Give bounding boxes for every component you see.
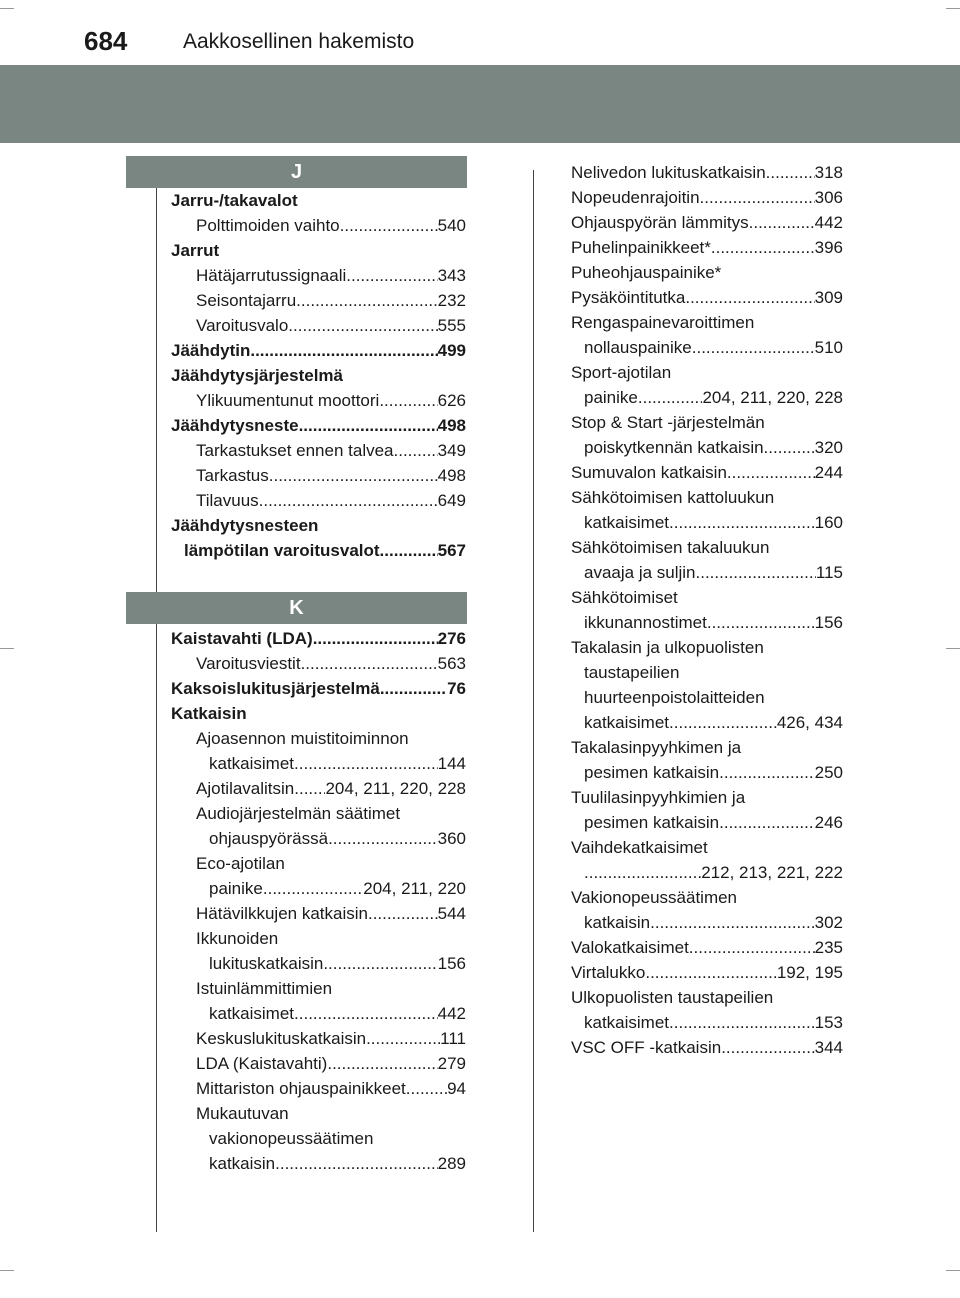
entry-term: Sumuvalon katkaisin: [571, 463, 727, 482]
index-entry: [171, 538, 466, 563]
entry-term: Jarru-/takavalot: [171, 191, 298, 210]
entry-page: 250: [814, 763, 843, 782]
entry-term: Hätävilkkujen katkaisin: [196, 904, 368, 923]
index-entry: [171, 1101, 466, 1126]
entry-term: katkaisin: [584, 913, 651, 932]
entry-page: 360: [437, 829, 466, 848]
index-entry: [571, 810, 843, 835]
dot-leader: [669, 1010, 815, 1035]
entry-term: Mittariston ohjauspainikkeet: [196, 1079, 406, 1098]
entry-page: 153: [814, 1013, 843, 1032]
crop-mark: [946, 1270, 960, 1271]
index-entry: [171, 951, 466, 976]
index-entry: [171, 1001, 466, 1026]
entry-term: LDA (Kaistavahti): [196, 1054, 328, 1073]
index-entry: [571, 960, 843, 985]
dot-leader: [696, 560, 816, 585]
entry-page: 212, 213, 221, 222: [701, 863, 843, 882]
index-entry: [171, 388, 466, 413]
index-entry: [571, 310, 843, 335]
dot-leader: [288, 313, 437, 338]
entry-term: taustapeilien: [584, 663, 680, 682]
dot-leader: [366, 1026, 440, 1051]
dot-leader: [294, 751, 438, 776]
entry-page: 396: [814, 238, 843, 257]
entry-page: 544: [437, 904, 466, 923]
dot-leader: [313, 626, 438, 651]
index-entry: [171, 851, 466, 876]
entry-term: Valokatkaisimet: [571, 938, 689, 957]
entry-term: painike: [209, 879, 263, 898]
index-entry: [171, 238, 466, 263]
entry-term: Nopeudenrajoitin: [571, 188, 700, 207]
index-entry: [171, 513, 466, 538]
entry-term: Hätäjarrutussignaali: [196, 266, 347, 285]
dot-leader: [323, 951, 437, 976]
dot-leader: [250, 338, 437, 363]
entry-term: Pysäköintitutka: [571, 288, 686, 307]
entry-term: Kaksoislukitusjärjestelmä: [171, 679, 380, 698]
index-list-right: [571, 160, 843, 1060]
index-entry: [571, 610, 843, 635]
entry-term: katkaisimet: [584, 713, 670, 732]
index-entry: [571, 460, 843, 485]
index-entry: [571, 435, 843, 460]
entry-page: 498: [437, 416, 466, 435]
index-entry: [571, 260, 843, 285]
index-entry: [571, 285, 843, 310]
index-entry: [571, 660, 843, 685]
entry-term: Kaistavahti (LDA): [171, 629, 313, 648]
entry-page: 555: [437, 316, 466, 335]
entry-term: Ulkopuolisten taustapeilien: [571, 988, 774, 1007]
index-entry: [171, 701, 466, 726]
dot-leader: [294, 776, 325, 801]
index-entry: [571, 185, 843, 210]
entry-term: lämpötilan varoitusvalot: [184, 541, 380, 560]
index-entry: [171, 463, 466, 488]
entry-term: nollauspainike: [584, 338, 692, 357]
dot-leader: [294, 1001, 438, 1026]
entry-term: Jarrut: [171, 241, 220, 260]
entry-page: 563: [437, 654, 466, 673]
entry-term: Nelivedon lukituskatkaisin: [571, 163, 766, 182]
index-entry: [171, 188, 466, 213]
entry-term: VSC OFF -katkaisin: [571, 1038, 722, 1057]
entry-term: Katkaisin: [171, 704, 247, 723]
index-entry: [171, 363, 466, 388]
index-entry: [171, 976, 466, 1001]
entry-page: 94: [447, 1079, 466, 1098]
dot-leader: [340, 213, 438, 238]
entry-term: Keskuslukituskatkaisin: [196, 1029, 367, 1048]
page-number: 684: [84, 26, 128, 56]
index-entry: [171, 213, 466, 238]
dot-leader: [764, 435, 815, 460]
entry-term: Virtalukko: [571, 963, 646, 982]
index-entry: [571, 160, 843, 185]
index-entry: [171, 726, 466, 751]
index-entry: [171, 801, 466, 826]
entry-page: 244: [814, 463, 843, 482]
entry-page: 349: [437, 441, 466, 460]
index-entry: [571, 585, 843, 610]
page-header: [0, 0, 960, 60]
index-entry: [571, 685, 843, 710]
dot-leader: [379, 388, 437, 413]
dot-leader: [707, 610, 815, 635]
crop-mark: [0, 8, 14, 9]
dot-leader: [689, 935, 815, 960]
dot-leader: [301, 651, 438, 676]
index-entry: [571, 335, 843, 360]
entry-page: 320: [814, 438, 843, 457]
entry-page: 498: [437, 466, 466, 485]
dot-leader: [749, 210, 815, 235]
entry-term: pesimen katkaisin: [584, 763, 720, 782]
entry-page: 246: [814, 813, 843, 832]
entry-page: 192, 195: [776, 963, 843, 982]
index-entry: [571, 360, 843, 385]
entry-term: vakionopeussäätimen: [209, 1129, 374, 1148]
entry-term: katkaisimet: [584, 1013, 670, 1032]
index-entry: [171, 338, 466, 363]
dot-leader: [721, 1035, 814, 1060]
entry-term: Stop & Start -järjestelmän: [571, 413, 765, 432]
index-entry: [171, 263, 466, 288]
index-entry: [571, 410, 843, 435]
dot-leader: [296, 288, 437, 313]
index-entry: [571, 485, 843, 510]
dot-leader: [263, 876, 363, 901]
entry-term: Seisontajarru: [196, 291, 297, 310]
entry-page: 276: [437, 629, 466, 648]
entry-term: pesimen katkaisin: [584, 813, 720, 832]
dot-leader: [327, 1051, 437, 1076]
dot-leader: [685, 285, 814, 310]
dot-leader: [719, 810, 815, 835]
index-entry: [171, 626, 466, 651]
entry-term: katkaisimet: [209, 1004, 295, 1023]
index-entry: [171, 1026, 466, 1051]
index-entry: [571, 885, 843, 910]
entry-term: Tilavuus: [196, 491, 259, 510]
index-entry: [171, 826, 466, 851]
entry-term: Puheohjauspainike*: [571, 263, 722, 282]
entry-term: Sähkötoimisen kattoluukun: [571, 488, 775, 507]
dot-leader: [727, 460, 815, 485]
dot-leader: [380, 676, 447, 701]
dot-leader: [692, 335, 815, 360]
entry-term: Sähkötoimisen takaluukun: [571, 538, 770, 557]
dot-leader: [368, 901, 438, 926]
entry-term: Ajoasennon muistitoiminnon: [196, 729, 409, 748]
entry-term: Rengaspainevaroittimen: [571, 313, 755, 332]
dot-leader: [299, 413, 438, 438]
entry-term: Ikkunoiden: [196, 929, 279, 948]
index-entry: [571, 1035, 843, 1060]
dot-leader: [700, 185, 815, 210]
entry-term: poiskytkennän katkaisin: [584, 438, 764, 457]
header-band: [0, 65, 960, 143]
index-entry: [171, 413, 466, 438]
dot-leader: [711, 235, 815, 260]
entry-term: Polttimoiden vaihto: [196, 216, 340, 235]
dot-leader: [346, 263, 437, 288]
index-list-k: [171, 626, 466, 1176]
entry-page: 232: [437, 291, 466, 310]
entry-page: 204, 211, 220, 228: [325, 779, 466, 798]
dot-leader: [259, 488, 438, 513]
index-entry: [171, 1151, 466, 1176]
entry-term: Varoitusvalo: [196, 316, 289, 335]
dot-leader: [328, 826, 438, 851]
index-entry: [571, 760, 843, 785]
dot-leader: [406, 1076, 447, 1101]
entry-term: Mukautuvan: [196, 1104, 289, 1123]
entry-term: painike: [584, 388, 638, 407]
index-entry: [571, 1010, 843, 1035]
dot-leader: [669, 710, 777, 735]
entry-term: Eco-ajotilan: [196, 854, 285, 873]
index-entry: [571, 710, 843, 735]
entry-term: avaaja ja suljin: [584, 563, 696, 582]
entry-page: 540: [437, 216, 466, 235]
dot-leader: [380, 538, 438, 563]
entry-page: 115: [815, 563, 843, 582]
index-entry: [171, 676, 466, 701]
dot-leader: [669, 510, 815, 535]
index-entry: [571, 535, 843, 560]
crop-mark: [946, 648, 960, 649]
crop-mark: [0, 648, 14, 649]
entry-term: Varoitusviestit: [196, 654, 301, 673]
index-entry: [571, 785, 843, 810]
dot-leader: [275, 1151, 437, 1176]
index-entry: [571, 210, 843, 235]
entry-term: Jäähdytysneste: [171, 416, 299, 435]
crop-mark: [0, 1270, 14, 1271]
entry-term: Jäähdytysnesteen: [171, 516, 319, 535]
entry-page: 309: [814, 288, 843, 307]
entry-page: 156: [437, 954, 466, 973]
index-entry: [171, 651, 466, 676]
index-entry: [171, 751, 466, 776]
section-heading-j: J: [126, 156, 467, 188]
entry-page: 204, 211, 220, 228: [702, 388, 843, 407]
entry-term: katkaisimet: [584, 513, 670, 532]
dot-leader: [766, 160, 815, 185]
entry-term: Ylikuumentunut moottori: [196, 391, 380, 410]
index-entry: [171, 1126, 466, 1151]
dot-leader: [719, 760, 815, 785]
dot-leader: [638, 385, 703, 410]
index-list-j: [171, 188, 466, 563]
index-entry: [171, 776, 466, 801]
entry-page: 156: [814, 613, 843, 632]
entry-page: 426, 434: [776, 713, 843, 732]
entry-page: 302: [814, 913, 843, 932]
index-entry: [171, 488, 466, 513]
entry-term: Jäähdytysjärjestelmä: [171, 366, 343, 385]
index-entry: [571, 385, 843, 410]
index-entry: [571, 835, 843, 860]
index-entry: [171, 1051, 466, 1076]
entry-term: Audiojärjestelmän säätimet: [196, 804, 401, 823]
entry-term: Puhelinpainikkeet*: [571, 238, 711, 257]
dot-leader: [645, 960, 776, 985]
index-entry: [171, 876, 466, 901]
entry-page: 344: [814, 1038, 843, 1057]
entry-page: 510: [814, 338, 843, 357]
index-entry: [571, 985, 843, 1010]
section-heading-k: K: [126, 592, 467, 624]
entry-page: 235: [814, 938, 843, 957]
entry-page: 649: [437, 491, 466, 510]
index-entry: [571, 235, 843, 260]
entry-term: Tarkastus: [196, 466, 269, 485]
index-entry: [571, 935, 843, 960]
entry-page: 289: [437, 1154, 466, 1173]
index-entry: [171, 438, 466, 463]
entry-page: 111: [440, 1029, 466, 1048]
entry-term: Vaihdekatkaisimet: [571, 838, 708, 857]
index-entry: [171, 1076, 466, 1101]
entry-page: 626: [437, 391, 466, 410]
entry-term: Vakionopeussäätimen: [571, 888, 738, 907]
entry-term: Jäähdytin: [171, 341, 251, 360]
index-entry: [171, 313, 466, 338]
column-divider: [156, 188, 157, 594]
entry-page: 160: [814, 513, 843, 532]
entry-page: 343: [437, 266, 466, 285]
entry-page: 567: [437, 541, 466, 560]
index-entry: [171, 926, 466, 951]
entry-term: Ohjauspyörän lämmitys: [571, 213, 749, 232]
column-divider: [533, 170, 534, 1232]
entry-term: Istuinlämmittimien: [196, 979, 333, 998]
entry-term: katkaisin: [209, 1154, 276, 1173]
entry-term: Tuulilasinpyyhkimien ja: [571, 788, 746, 807]
crop-mark: [946, 8, 960, 9]
entry-term: katkaisimet: [209, 754, 295, 773]
entry-term: lukituskatkaisin: [209, 954, 324, 973]
index-entry: [571, 510, 843, 535]
entry-page: 318: [814, 163, 843, 182]
entry-term: Takalasin ja ulkopuolisten: [571, 638, 764, 657]
entry-term: Sport-ajotilan: [571, 363, 672, 382]
entry-term: Sähkötoimiset: [571, 588, 678, 607]
dot-leader: [584, 860, 701, 885]
entry-page: 76: [447, 679, 466, 698]
dot-leader: [269, 463, 438, 488]
entry-term: ikkunannostimet: [584, 613, 707, 632]
index-entry: [171, 288, 466, 313]
index-entry: [571, 560, 843, 585]
index-entry: [571, 860, 843, 885]
entry-term: Takalasinpyyhkimen ja: [571, 738, 742, 757]
entry-page: 499: [437, 341, 466, 360]
dot-leader: [394, 438, 438, 463]
entry-page: 144: [437, 754, 466, 773]
entry-page: 279: [437, 1054, 466, 1073]
entry-term: ohjauspyörässä: [209, 829, 329, 848]
entry-page: 442: [437, 1004, 466, 1023]
index-entry: [571, 635, 843, 660]
entry-page: 442: [814, 213, 843, 232]
index-entry: [171, 901, 466, 926]
entry-term: huurteenpoistolaitteiden: [584, 688, 765, 707]
entry-term: Ajotilavalitsin: [196, 779, 295, 798]
index-entry: [571, 910, 843, 935]
entry-term: Tarkastukset ennen talvea: [196, 441, 394, 460]
page-title: Aakkosellinen hakemisto: [183, 30, 415, 53]
entry-page: 204, 211, 220: [363, 879, 466, 898]
entry-page: 306: [814, 188, 843, 207]
dot-leader: [650, 910, 814, 935]
column-divider: [156, 624, 157, 1232]
index-entry: [571, 735, 843, 760]
